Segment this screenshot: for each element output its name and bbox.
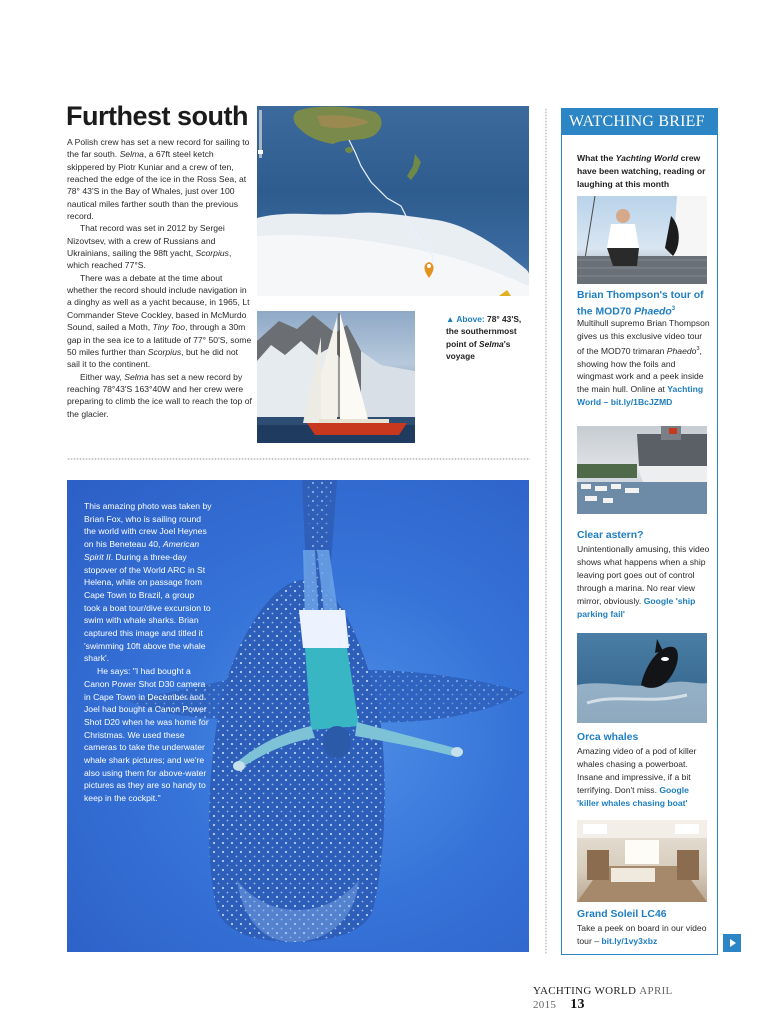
map-caption: ▲ Above: 78° 43'S, the southernmost point of Selma's voyage [446,314,522,361]
ship-video-thumbnail[interactable] [577,426,707,514]
article-body [67,136,253,420]
article-headline: Furthest south [66,101,248,131]
whale-shark-story [84,500,212,805]
brief-item-link-grand-soleil[interactable]: bit.ly/1vy3xbz [601,935,658,946]
brief-item-title-grand-soleil[interactable]: Grand Soleil LC46 [577,909,667,920]
orca-video-thumbnail[interactable] [577,633,707,723]
article-paragraph-3: There was a debate at the time about whether the record should include navigation in a dinghy as well as a yacht because, in 1965, Lt Commander Steve Cockley, based in McMurdo Sound, sailed a Moth, Tiny Too, through a 30m gap in the sea ice to a latitude of 77° 50'S, some 50 miles further than Scorpius, but he did not sail it to the continent. [67,272,252,370]
brief-item-title-orca[interactable]: Orca whales [577,732,639,743]
section-divider [67,457,530,461]
grand-soleil-video-thumbnail[interactable] [577,820,707,902]
arrow-up-icon: ▲ [446,314,457,324]
watching-brief-intro: What the Yachting World crew have been watching, reading or laughing at this month [577,153,706,189]
page-footer [533,985,723,1013]
brief-item-text-grand-soleil: Take a peek on board in our video tour – bit.ly/1vy3xbz [577,923,707,946]
brief-item-link-clear-astern[interactable]: Google 'ship parking fail' [577,595,696,619]
mod70-video-thumbnail[interactable] [577,196,707,284]
brief-item-text-orca: Amazing video of a pod of killer whales chasing a powerboat. Insane and impressive, if a bit terrifying. Don't miss. Google 'killer whales chasing boat' [577,746,697,808]
brief-item-title-clear-astern[interactable]: Clear astern? [577,530,644,541]
brief-item-text-mod70: Multihull supremo Brian Thompson gives us this exclusive video tour of the MOD70 trimaran Phaedo$^3$, showing how the foils and wingmast work and a peek inside the main hull. Online at Yachting World – bit.ly/1BcJZMD [577,318,710,408]
selma-yacht-photo [257,311,415,443]
watching-brief-header: WATCHING BRIEF [562,109,717,135]
article-paragraph-4: Either way, Selma has set a new record by reaching 78°43'S 163°40W and her crew were preparing to climb the ice wall to reach the top of the glacier. [67,371,252,419]
article-paragraph-1: A Polish crew has set a new record for sailing to the far south. Selma, a 67ft steel ketch skippered by Piotr Kuniar and a crew of ten, reached the edge of the ice in the Ross Sea, at 78° 43'S in the Bay of Whales, just over 100 nautical miles farther south than the previous record. [67,137,250,222]
article-paragraph-2: That record was set in 2012 by Sergei Nizovtsev, with a crew of Russians and Ukrainians, sailing the 98ft yacht, Scorpius, which reached 77°S. [67,223,232,271]
brief-item-link-orca[interactable]: Google 'killer whales chasing boat' [577,784,689,808]
whale-story-paragraph-1: This amazing photo was taken by Brian Fox, who is sailing round the world with crew Joel Heynes on his Beneteau 40, American Spirit II. During a three-day stopover of the World ARC in St Helena, while on passage from Cape Town to Brazil, a group took a boat tour/dive excursion to swim with whale sharks. Brian captured this image and titled it 'swimming 10ft above the whale shark'. [84,501,212,664]
footer-month: APRIL 2015 [533,985,673,1011]
play-arrow-icon[interactable] [723,934,741,952]
brief-item-title-mod70[interactable]: Brian Thompson's tour of the MOD70 Phaedo$^3$ [577,290,704,317]
whale-story-paragraph-2: He says: "I had bought a Canon Power Shot D30 camera in Cape Town in December and Joel had bought a Canon Power Shot D20 when he was home for Christmas. We used these cameras to take the underwater whale shark pictures; and we're also using them for above-water pictures as they are so handy to keep in the cockpit." [84,666,209,804]
page-number: 13 [570,997,585,1012]
voyage-map [257,106,529,296]
brief-item-link-mod70[interactable]: Yachting World – bit.ly/1BcJZMD [577,384,704,408]
column-divider [544,108,549,954]
footer-magazine: YACHTING WORLD [533,985,637,997]
brief-item-text-clear-astern: Unintentionally amusing, this video shows what happens when a ship leaving port goes out of control through a marina. No rear view mirror, obviously. Google 'ship parking fail' [577,544,710,619]
